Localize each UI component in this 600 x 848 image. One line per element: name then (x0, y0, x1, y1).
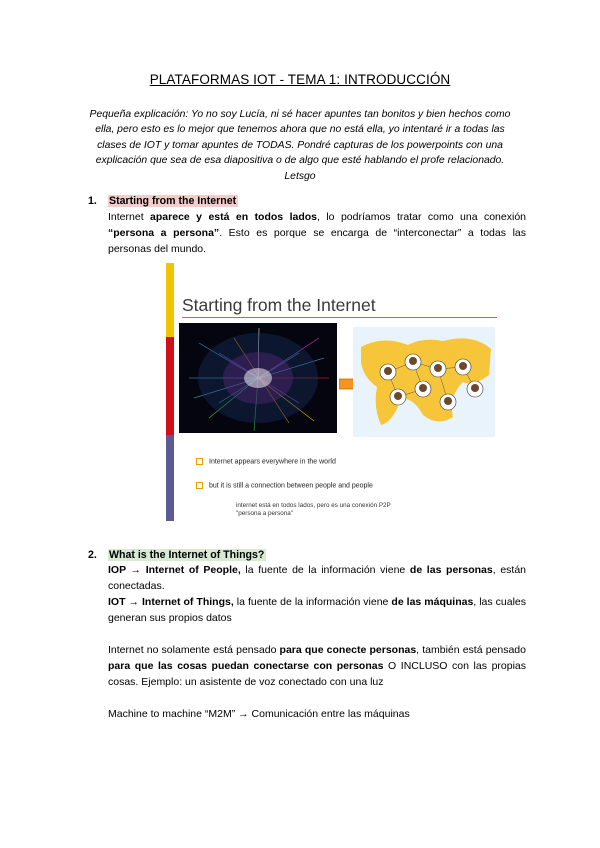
text-run: , también está pensado (416, 644, 526, 656)
bold-run: IOP → Internet of People, (108, 564, 241, 576)
text-run: , las cuales generan sus propios datos (108, 596, 526, 624)
slide-bar-purple (166, 435, 174, 521)
slide-bullet (196, 458, 336, 465)
slide-bar-yellow (166, 263, 174, 337)
intro-line: Letsgo (284, 170, 316, 182)
slide-note-line: internet está en todos lados, pero es una conexión P2P (236, 502, 391, 509)
text-run: Internet (108, 211, 151, 223)
slide-screenshot (166, 263, 497, 521)
section-1-number: 1. (88, 195, 97, 207)
bold-run: de las máquinas (391, 596, 474, 608)
iop-paragraph (108, 562, 526, 594)
paragraph-spacer (108, 626, 526, 642)
bold-run: para que las cosas puedan conectarse con personas (108, 660, 384, 672)
slide-bullet-text: Internet appears everywhere in the world (209, 458, 336, 466)
section-1-title: Starting from the Internet (109, 195, 237, 207)
iot-paragraph (108, 594, 526, 626)
document-title: PLATAFORMAS IOT - TEMA 1: INTRODUCCIÓN (149, 72, 451, 87)
text-run: la fuente de la información viene (240, 564, 410, 576)
text-run: O INCLUSO con las propias cosas. Ejemplo: un asistente de voz conectado con una luz (108, 660, 527, 688)
connect-paragraph (108, 642, 526, 690)
bold-run: “persona a persona” (108, 227, 220, 239)
slide-bar-red (166, 337, 174, 435)
slide-handwritten-note (236, 502, 391, 517)
bullet-square-icon (196, 458, 203, 465)
slide-divider (182, 317, 497, 318)
section-1-body (108, 209, 526, 257)
bullet-square-icon (196, 482, 203, 489)
section-2-body (108, 562, 526, 722)
intro-line: explicación que sea de esa diapositiva o de algo que esté hablando el profe relacionado. (95, 155, 505, 167)
section-2-heading (88, 549, 266, 561)
section-1-paragraph (108, 209, 526, 257)
section-1-heading (88, 195, 238, 207)
bold-run: de las personas (409, 564, 493, 576)
slide-bullet-text: but it is still a connection between people and people (209, 482, 373, 490)
text-run: la fuente de la información viene (233, 596, 392, 608)
section-2-number: 2. (88, 549, 97, 561)
slide-bullet (196, 482, 373, 489)
intro-line: ella, pero esto es lo mejor que tenemos ahora que no está ella, yo intentaré ir a todas las (95, 124, 505, 136)
bold-run: para que conecte personas (279, 644, 417, 656)
bold-run: IOT → Internet of Things, (108, 596, 234, 608)
text-run: . Esto es porque se encarga de “interconectar” a todas las personas del mundo. (108, 227, 526, 255)
m2m-paragraph: Machine to machine “M2M” → Comunicación entre las máquinas (108, 708, 410, 720)
paragraph-spacer (108, 690, 526, 706)
world-map-people-image (353, 327, 495, 437)
slide-title: Starting from the Internet (182, 295, 376, 315)
text-run: , están conectadas. (108, 564, 527, 592)
intro-line: clases de IOT y tomar apuntes de TODAS. Pondré capturas de los powerpoints con una (97, 139, 503, 151)
text-run: Internet no solamente está pensado (108, 644, 280, 656)
intro-line: Pequeña explicación: Yo no soy Lucía, ni sé hacer apuntes tan bonitos y bien hechos como (89, 109, 511, 120)
section-2-title: What is the Internet of Things? (109, 549, 265, 561)
network-globe-image (179, 323, 337, 433)
text-run: , lo podríamos tratar como una conexión (317, 211, 526, 223)
intro-paragraph (72, 107, 528, 184)
bold-run: aparece y está en todos lados (150, 211, 317, 223)
slide-note-line: "persona a persona" (236, 509, 293, 517)
